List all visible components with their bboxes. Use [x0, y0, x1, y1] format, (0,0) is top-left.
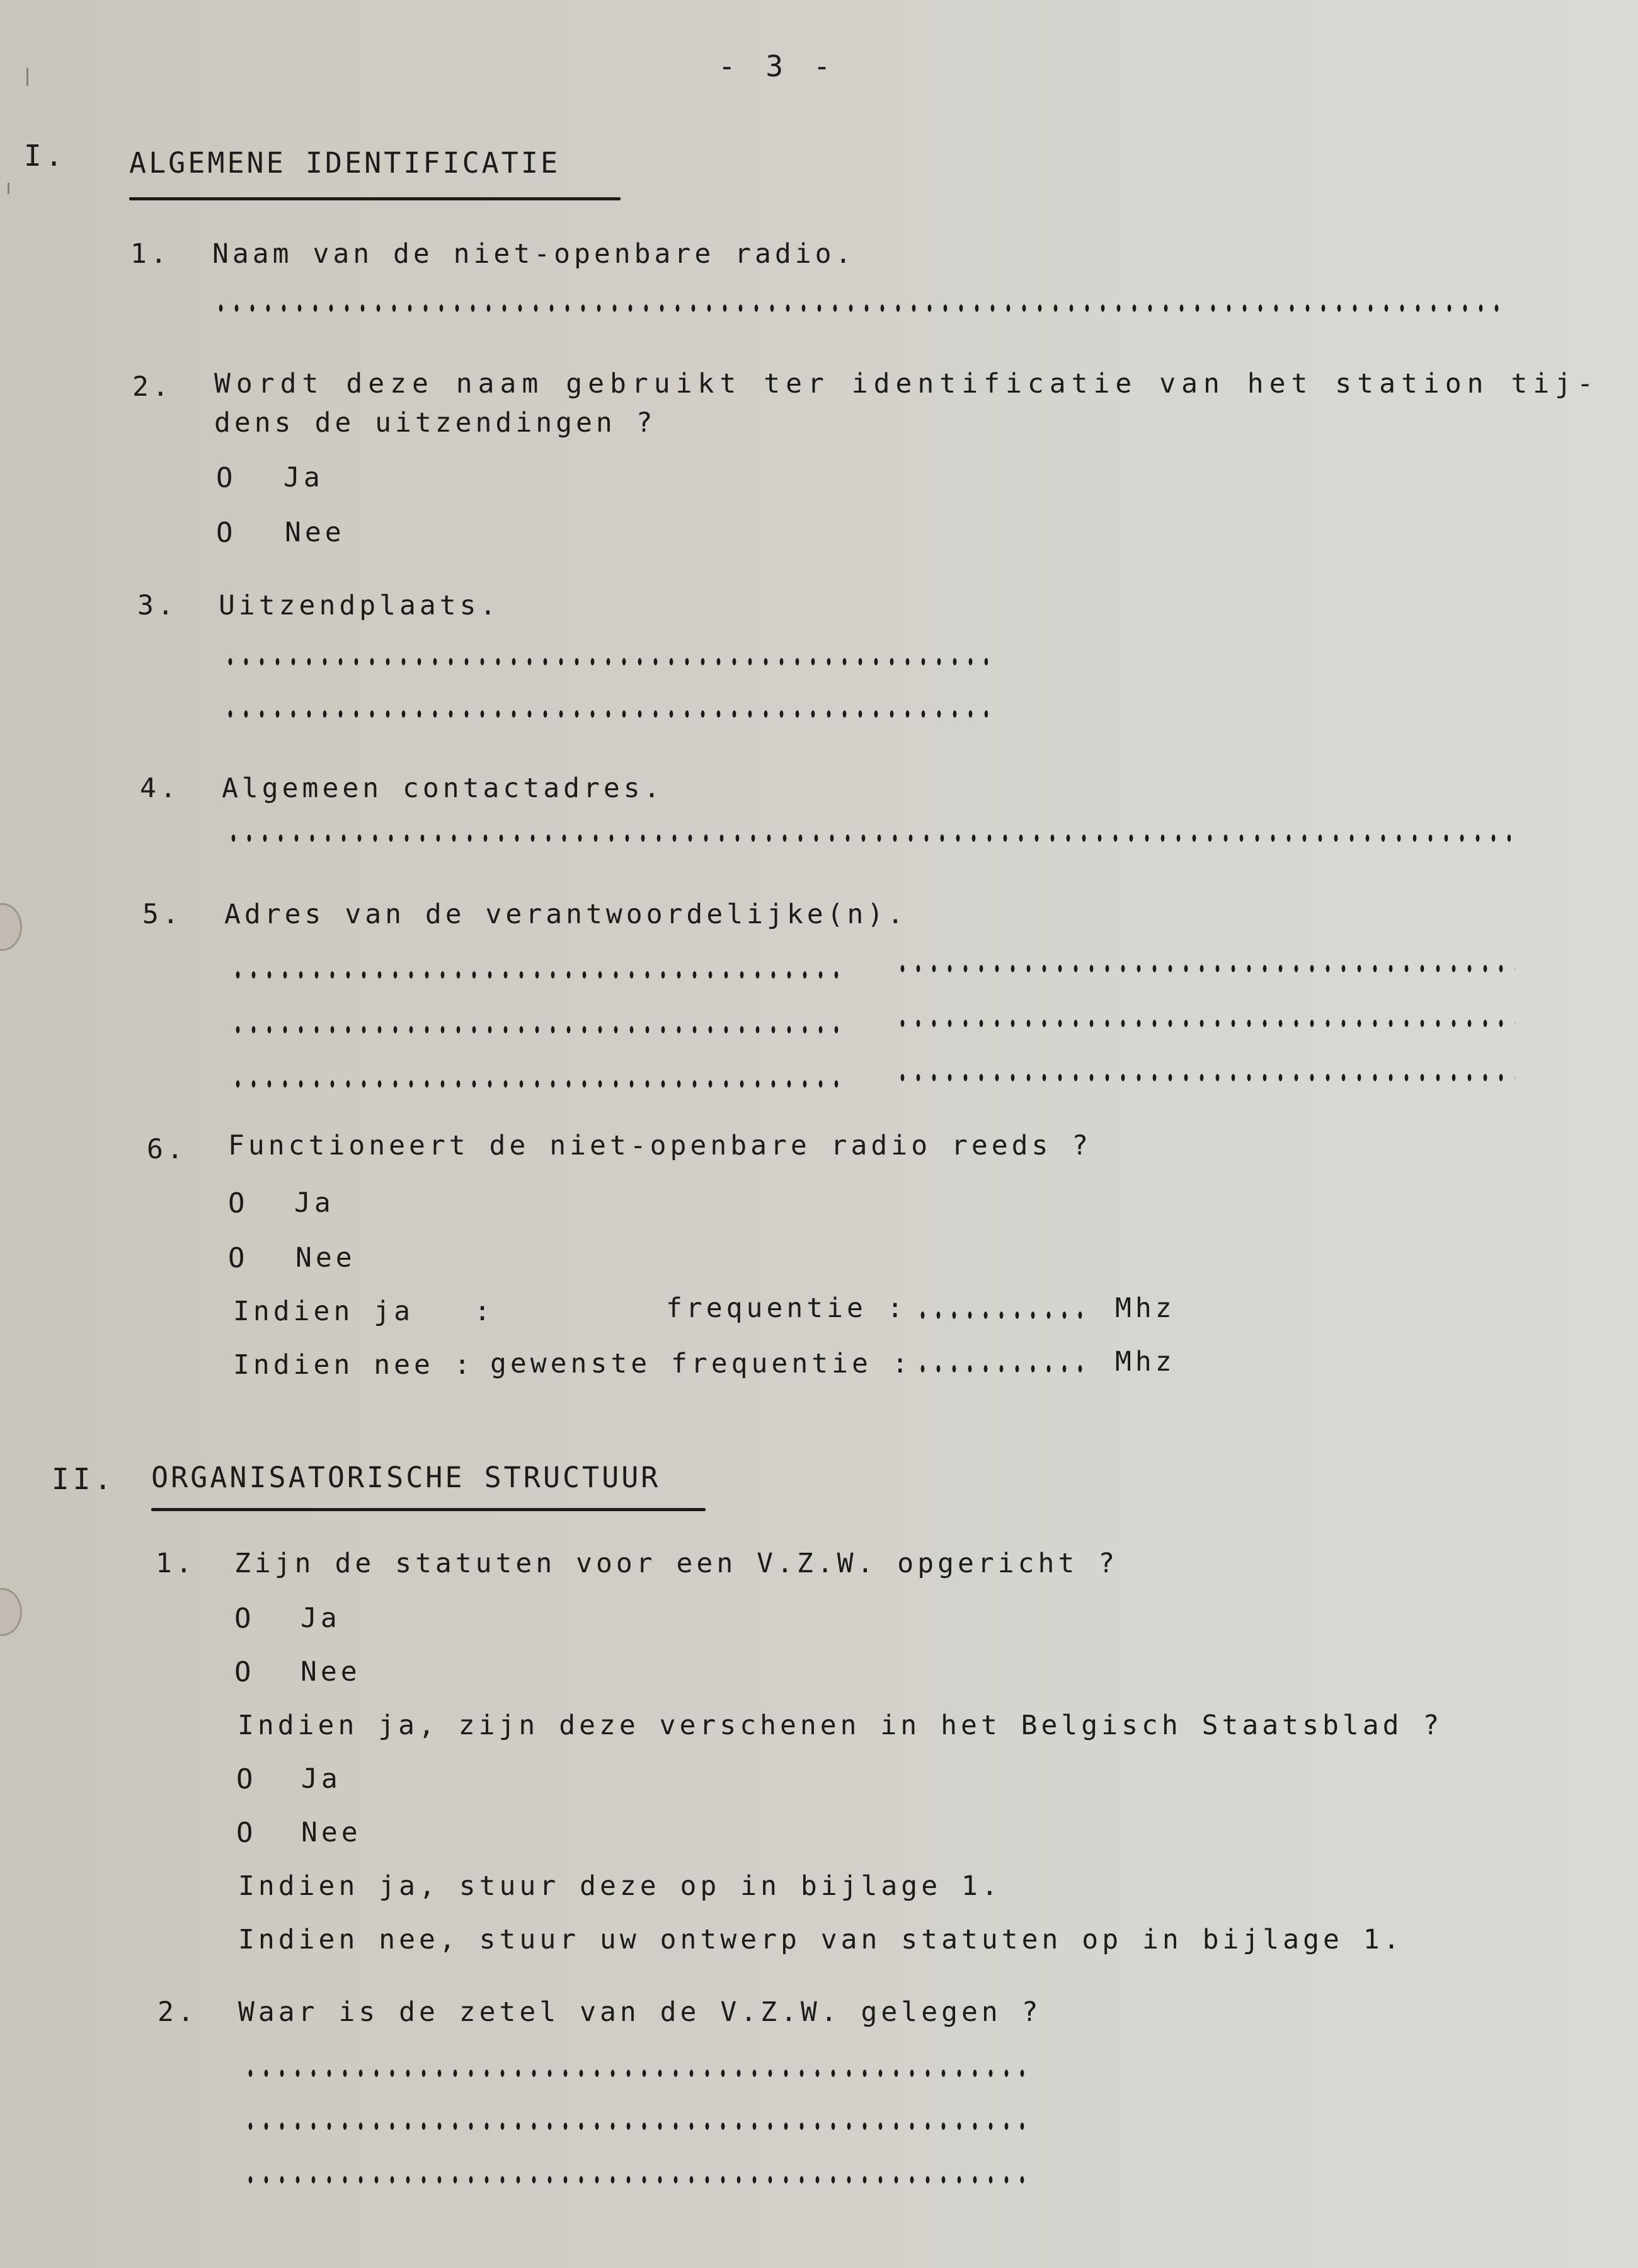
option-label: Nee	[301, 1656, 361, 1688]
instruction-yes: Indien ja, stuur deze op in bijlage 1.	[238, 1870, 1002, 1902]
option-label: Ja	[301, 1763, 341, 1795]
question-text: Algemeen contactadres.	[222, 773, 664, 804]
radio-option-nee[interactable]: O	[234, 1656, 255, 1688]
option-label: Ja	[284, 462, 324, 493]
answer-field-contact-address[interactable]	[226, 834, 1511, 843]
radio-option-nee[interactable]: O	[216, 517, 237, 549]
page-number: - 3 -	[718, 49, 837, 83]
section-title: ALGEMENE IDENTIFICATIE	[129, 146, 561, 180]
question-number: 4.	[140, 773, 180, 804]
radio-option-ja[interactable]: O	[234, 1603, 255, 1635]
answer-field-location-2[interactable]	[222, 710, 988, 718]
option-label: Nee	[285, 517, 345, 548]
frequency-input[interactable]	[915, 1311, 1091, 1320]
desired-frequency-label: gewenste frequentie :	[490, 1348, 912, 1379]
frequency-unit: Mhz	[1115, 1292, 1176, 1324]
question-text: Naam van de niet-openbare radio.	[212, 238, 856, 270]
punch-hole	[0, 903, 22, 951]
answer-field-seat-3[interactable]	[243, 2175, 1033, 2184]
if-yes-label: Indien ja :	[233, 1296, 495, 1327]
answer-field-seat-1[interactable]	[243, 2069, 1033, 2078]
answer-field-location-1[interactable]	[222, 657, 988, 666]
question-number: 3.	[137, 590, 178, 621]
question-number: 1.	[156, 1548, 196, 1579]
if-no-label: Indien nee :	[233, 1349, 474, 1381]
margin-mark	[8, 183, 9, 194]
radio-option-ja[interactable]: O	[216, 462, 237, 494]
section-underline	[151, 1508, 706, 1511]
frequency-label: frequentie :	[666, 1292, 907, 1324]
question-number: 2.	[132, 371, 173, 403]
question-number: 1.	[130, 238, 171, 270]
question-text: Zijn de statuten voor een V.Z.W. opgericht ?	[234, 1548, 1119, 1579]
question-number: 2.	[158, 1996, 198, 2028]
question-text: Adres van de verantwoordelijke(n).	[224, 899, 908, 930]
radio-option-nee[interactable]: O	[236, 1817, 257, 1849]
answer-field-seat-2[interactable]	[243, 2122, 1033, 2131]
instruction-no: Indien nee, stuur uw ontwerp van statuten op in bijlage 1.	[238, 1924, 1404, 1955]
answer-field-responsible-2a[interactable]	[230, 1025, 847, 1034]
desired-frequency-input[interactable]	[915, 1364, 1091, 1373]
answer-field-responsible-2b[interactable]	[895, 1019, 1515, 1028]
question-text: Uitzendplaats.	[219, 590, 500, 621]
question-text: Waar is de zetel van de V.Z.W. gelegen ?	[238, 1996, 1042, 2028]
option-label: Ja	[301, 1603, 341, 1634]
answer-field-radio-name[interactable]	[213, 304, 1508, 313]
question-number: 6.	[147, 1134, 187, 1165]
margin-mark	[26, 68, 28, 86]
question-text: Functioneert de niet-openbare radio reeds ?	[228, 1130, 1092, 1161]
answer-field-responsible-3b[interactable]	[895, 1073, 1515, 1082]
question-number: 5.	[142, 899, 183, 930]
section-title: ORGANISATORISCHE STRUCTUUR	[151, 1461, 661, 1494]
question-text-line1: Wordt deze naam gebruikt ter identificatie van het station tij-	[214, 368, 1599, 400]
option-label: Nee	[301, 1817, 362, 1848]
option-label: Nee	[295, 1242, 356, 1274]
radio-option-ja[interactable]: O	[228, 1187, 249, 1219]
section-underline	[129, 197, 621, 200]
punch-hole	[0, 1588, 22, 1636]
answer-field-responsible-3a[interactable]	[230, 1079, 847, 1088]
radio-option-nee[interactable]: O	[228, 1242, 249, 1274]
answer-field-responsible-1a[interactable]	[230, 970, 847, 979]
followup-question: Indien ja, zijn deze verschenen in het Belgisch Staatsblad ?	[238, 1710, 1443, 1741]
section-number: II.	[52, 1462, 116, 1496]
question-text-line2: dens de uitzendingen ?	[214, 407, 656, 439]
frequency-unit: Mhz	[1115, 1346, 1176, 1378]
radio-option-ja[interactable]: O	[236, 1763, 257, 1795]
section-number: I.	[24, 139, 67, 173]
answer-field-responsible-1b[interactable]	[895, 964, 1515, 973]
option-label: Ja	[294, 1187, 335, 1219]
